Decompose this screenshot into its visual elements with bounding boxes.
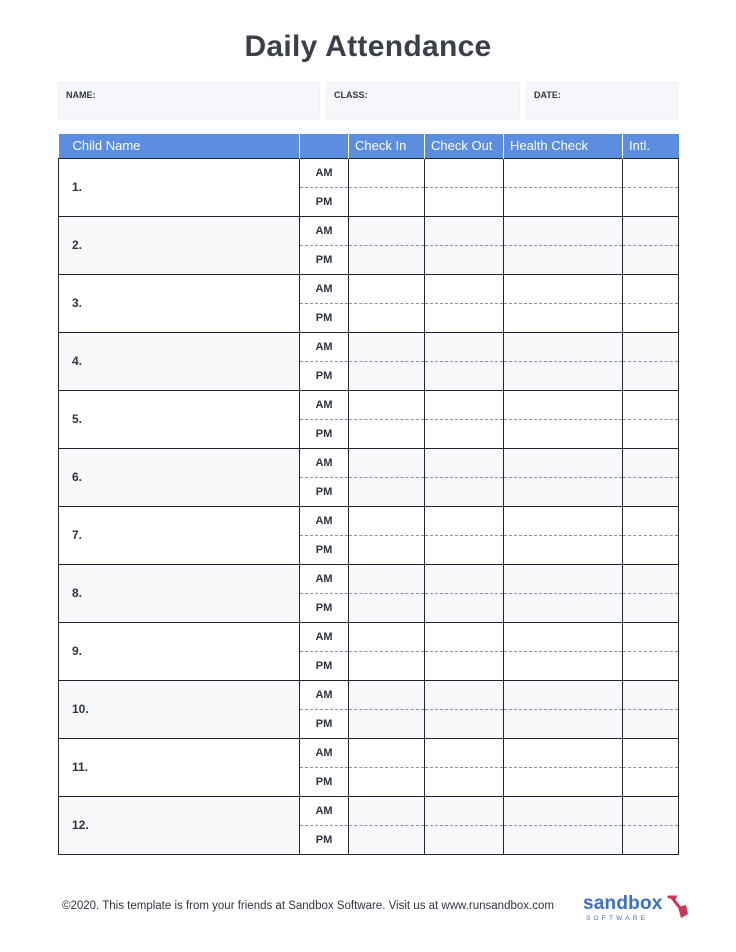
health-check-cell[interactable] xyxy=(504,477,623,506)
am-label: AM xyxy=(300,216,349,245)
initials-cell[interactable] xyxy=(623,332,679,361)
am-label: AM xyxy=(300,390,349,419)
child-name-cell[interactable]: 9. xyxy=(59,622,300,680)
health-check-cell[interactable] xyxy=(504,361,623,390)
initials-cell[interactable] xyxy=(623,796,679,825)
check-out-cell[interactable] xyxy=(425,535,504,564)
child-name-cell[interactable]: 2. xyxy=(59,216,300,274)
check-out-cell[interactable] xyxy=(425,158,504,187)
initials-cell[interactable] xyxy=(623,477,679,506)
check-in-cell[interactable] xyxy=(349,709,425,738)
check-out-cell[interactable] xyxy=(425,738,504,767)
health-check-cell[interactable] xyxy=(504,738,623,767)
initials-cell[interactable] xyxy=(623,419,679,448)
am-label: AM xyxy=(300,564,349,593)
am-label: AM xyxy=(300,622,349,651)
health-check-cell[interactable] xyxy=(504,187,623,216)
pm-label: PM xyxy=(300,825,349,854)
health-check-cell[interactable] xyxy=(504,419,623,448)
date-field[interactable] xyxy=(526,82,678,120)
initials-cell[interactable] xyxy=(623,651,679,680)
check-in-cell[interactable] xyxy=(349,245,425,274)
class-field[interactable] xyxy=(326,82,520,120)
page-title: Daily Attendance xyxy=(244,30,492,63)
child-row-group xyxy=(59,216,679,274)
initials-cell[interactable] xyxy=(623,390,679,419)
check-in-cell[interactable] xyxy=(349,767,425,796)
child-name-cell[interactable]: 6. xyxy=(59,448,300,506)
table-row xyxy=(59,216,679,245)
check-out-cell[interactable] xyxy=(425,303,504,332)
child-row-group xyxy=(59,506,679,564)
initials-cell[interactable] xyxy=(623,506,679,535)
check-in-cell[interactable] xyxy=(349,622,425,651)
initials-cell[interactable] xyxy=(623,825,679,854)
child-name-cell[interactable]: 10. xyxy=(59,680,300,738)
initials-cell[interactable] xyxy=(623,564,679,593)
check-in-cell[interactable] xyxy=(349,593,425,622)
name-input[interactable] xyxy=(63,103,315,116)
class-input[interactable] xyxy=(331,103,515,116)
initials-cell[interactable] xyxy=(623,767,679,796)
health-check-cell[interactable] xyxy=(504,564,623,593)
check-out-cell[interactable] xyxy=(425,651,504,680)
child-row-group xyxy=(59,738,679,796)
child-row-group xyxy=(59,622,679,680)
health-check-cell[interactable] xyxy=(504,158,623,187)
initials-cell[interactable] xyxy=(623,593,679,622)
header-check-in: Check In xyxy=(349,134,425,158)
initials-cell[interactable] xyxy=(623,622,679,651)
initials-cell[interactable] xyxy=(623,303,679,332)
check-out-cell[interactable] xyxy=(425,390,504,419)
child-name-cell[interactable]: 7. xyxy=(59,506,300,564)
check-in-cell[interactable] xyxy=(349,216,425,245)
header-health-check: Health Check xyxy=(504,134,623,158)
pm-label: PM xyxy=(300,187,349,216)
initials-cell[interactable] xyxy=(623,187,679,216)
health-check-cell[interactable] xyxy=(504,593,623,622)
header-session xyxy=(300,134,349,158)
health-check-cell[interactable] xyxy=(504,651,623,680)
table-row xyxy=(59,448,679,477)
check-out-cell[interactable] xyxy=(425,187,504,216)
initials-cell[interactable] xyxy=(623,158,679,187)
check-out-cell[interactable] xyxy=(425,709,504,738)
pm-label: PM xyxy=(300,709,349,738)
am-label: AM xyxy=(300,506,349,535)
check-out-cell[interactable] xyxy=(425,245,504,274)
health-check-cell[interactable] xyxy=(504,709,623,738)
pm-label: PM xyxy=(300,245,349,274)
check-out-cell[interactable] xyxy=(425,419,504,448)
child-name-cell[interactable]: 3. xyxy=(59,274,300,332)
check-out-cell[interactable] xyxy=(425,680,504,709)
child-row-group xyxy=(59,332,679,390)
check-in-cell[interactable] xyxy=(349,506,425,535)
check-out-cell[interactable] xyxy=(425,216,504,245)
sandbox-logo xyxy=(583,893,693,927)
pm-label: PM xyxy=(300,767,349,796)
am-label: AM xyxy=(300,680,349,709)
am-label: AM xyxy=(300,158,349,187)
health-check-cell[interactable] xyxy=(504,825,623,854)
initials-cell[interactable] xyxy=(623,709,679,738)
initials-cell[interactable] xyxy=(623,448,679,477)
child-name-cell[interactable]: 12. xyxy=(59,796,300,854)
check-in-cell[interactable] xyxy=(349,332,425,361)
name-field[interactable] xyxy=(58,82,320,120)
health-check-cell[interactable] xyxy=(504,506,623,535)
check-in-cell[interactable] xyxy=(349,158,425,187)
attendance-table xyxy=(58,134,679,855)
table-header-row xyxy=(59,134,679,158)
health-check-cell[interactable] xyxy=(504,390,623,419)
child-row-group xyxy=(59,448,679,506)
header-child-name: Child Name xyxy=(59,134,300,158)
check-out-cell[interactable] xyxy=(425,448,504,477)
brand-sub: SOFTWARE xyxy=(586,915,649,922)
initials-cell[interactable] xyxy=(623,245,679,274)
am-label: AM xyxy=(300,332,349,361)
check-in-cell[interactable] xyxy=(349,477,425,506)
check-in-cell[interactable] xyxy=(349,738,425,767)
child-row-group xyxy=(59,564,679,622)
date-input[interactable] xyxy=(531,103,673,116)
table-row xyxy=(59,622,679,651)
child-row-group xyxy=(59,274,679,332)
pm-label: PM xyxy=(300,477,349,506)
shovel-icon xyxy=(666,895,690,921)
health-check-cell[interactable] xyxy=(504,245,623,274)
pm-label: PM xyxy=(300,419,349,448)
check-in-cell[interactable] xyxy=(349,448,425,477)
header-initials: Intl. xyxy=(623,134,679,158)
table-row xyxy=(59,564,679,593)
check-in-cell[interactable] xyxy=(349,680,425,709)
initials-cell[interactable] xyxy=(623,361,679,390)
check-out-cell[interactable] xyxy=(425,506,504,535)
health-check-cell[interactable] xyxy=(504,216,623,245)
check-in-cell[interactable] xyxy=(349,274,425,303)
check-in-cell[interactable] xyxy=(349,825,425,854)
child-name-cell[interactable]: 11. xyxy=(59,738,300,796)
health-check-cell[interactable] xyxy=(504,303,623,332)
am-label: AM xyxy=(300,796,349,825)
table-row xyxy=(59,738,679,767)
check-in-cell[interactable] xyxy=(349,187,425,216)
pm-label: PM xyxy=(300,361,349,390)
check-in-cell[interactable] xyxy=(349,535,425,564)
check-out-cell[interactable] xyxy=(425,564,504,593)
check-out-cell[interactable] xyxy=(425,825,504,854)
check-out-cell[interactable] xyxy=(425,274,504,303)
check-in-cell[interactable] xyxy=(349,796,425,825)
check-out-cell[interactable] xyxy=(425,361,504,390)
check-out-cell[interactable] xyxy=(425,796,504,825)
footer-text: ©2020. This template is from your friends at Sandbox Software. Visit us at www.runsandbox.com xyxy=(62,900,554,912)
am-label: AM xyxy=(300,448,349,477)
child-row-group xyxy=(59,796,679,854)
check-out-cell[interactable] xyxy=(425,593,504,622)
health-check-cell[interactable] xyxy=(504,535,623,564)
initials-cell[interactable] xyxy=(623,216,679,245)
pm-label: PM xyxy=(300,651,349,680)
pm-label: PM xyxy=(300,535,349,564)
brand-name: sandbox xyxy=(583,893,663,914)
child-row-group xyxy=(59,158,679,216)
health-check-cell[interactable] xyxy=(504,767,623,796)
check-in-cell[interactable] xyxy=(349,564,425,593)
check-in-cell[interactable] xyxy=(349,303,425,332)
name-label: NAME: xyxy=(66,90,96,100)
am-label: AM xyxy=(300,738,349,767)
date-label: DATE: xyxy=(534,90,561,100)
check-out-cell[interactable] xyxy=(425,477,504,506)
check-in-cell[interactable] xyxy=(349,390,425,419)
table-row xyxy=(59,680,679,709)
am-label: AM xyxy=(300,274,349,303)
check-in-cell[interactable] xyxy=(349,419,425,448)
child-name-cell[interactable]: 4. xyxy=(59,332,300,390)
pm-label: PM xyxy=(300,593,349,622)
check-out-cell[interactable] xyxy=(425,767,504,796)
check-in-cell[interactable] xyxy=(349,651,425,680)
header-check-out: Check Out xyxy=(425,134,504,158)
child-row-group xyxy=(59,680,679,738)
child-name-cell[interactable]: 8. xyxy=(59,564,300,622)
table-row xyxy=(59,796,679,825)
health-check-cell[interactable] xyxy=(504,448,623,477)
initials-cell[interactable] xyxy=(623,535,679,564)
pm-label: PM xyxy=(300,303,349,332)
child-row-group xyxy=(59,390,679,448)
health-check-cell[interactable] xyxy=(504,622,623,651)
child-name-cell[interactable]: 5. xyxy=(59,390,300,448)
check-in-cell[interactable] xyxy=(349,361,425,390)
initials-cell[interactable] xyxy=(623,680,679,709)
table-row xyxy=(59,158,679,187)
initials-cell[interactable] xyxy=(623,738,679,767)
health-check-cell[interactable] xyxy=(504,796,623,825)
initials-cell[interactable] xyxy=(623,274,679,303)
table-row xyxy=(59,274,679,303)
health-check-cell[interactable] xyxy=(504,680,623,709)
health-check-cell[interactable] xyxy=(504,274,623,303)
table-row xyxy=(59,506,679,535)
check-out-cell[interactable] xyxy=(425,332,504,361)
check-out-cell[interactable] xyxy=(425,622,504,651)
table-row xyxy=(59,390,679,419)
class-label: CLASS: xyxy=(334,90,368,100)
health-check-cell[interactable] xyxy=(504,332,623,361)
child-name-cell[interactable]: 1. xyxy=(59,158,300,216)
table-row xyxy=(59,332,679,361)
